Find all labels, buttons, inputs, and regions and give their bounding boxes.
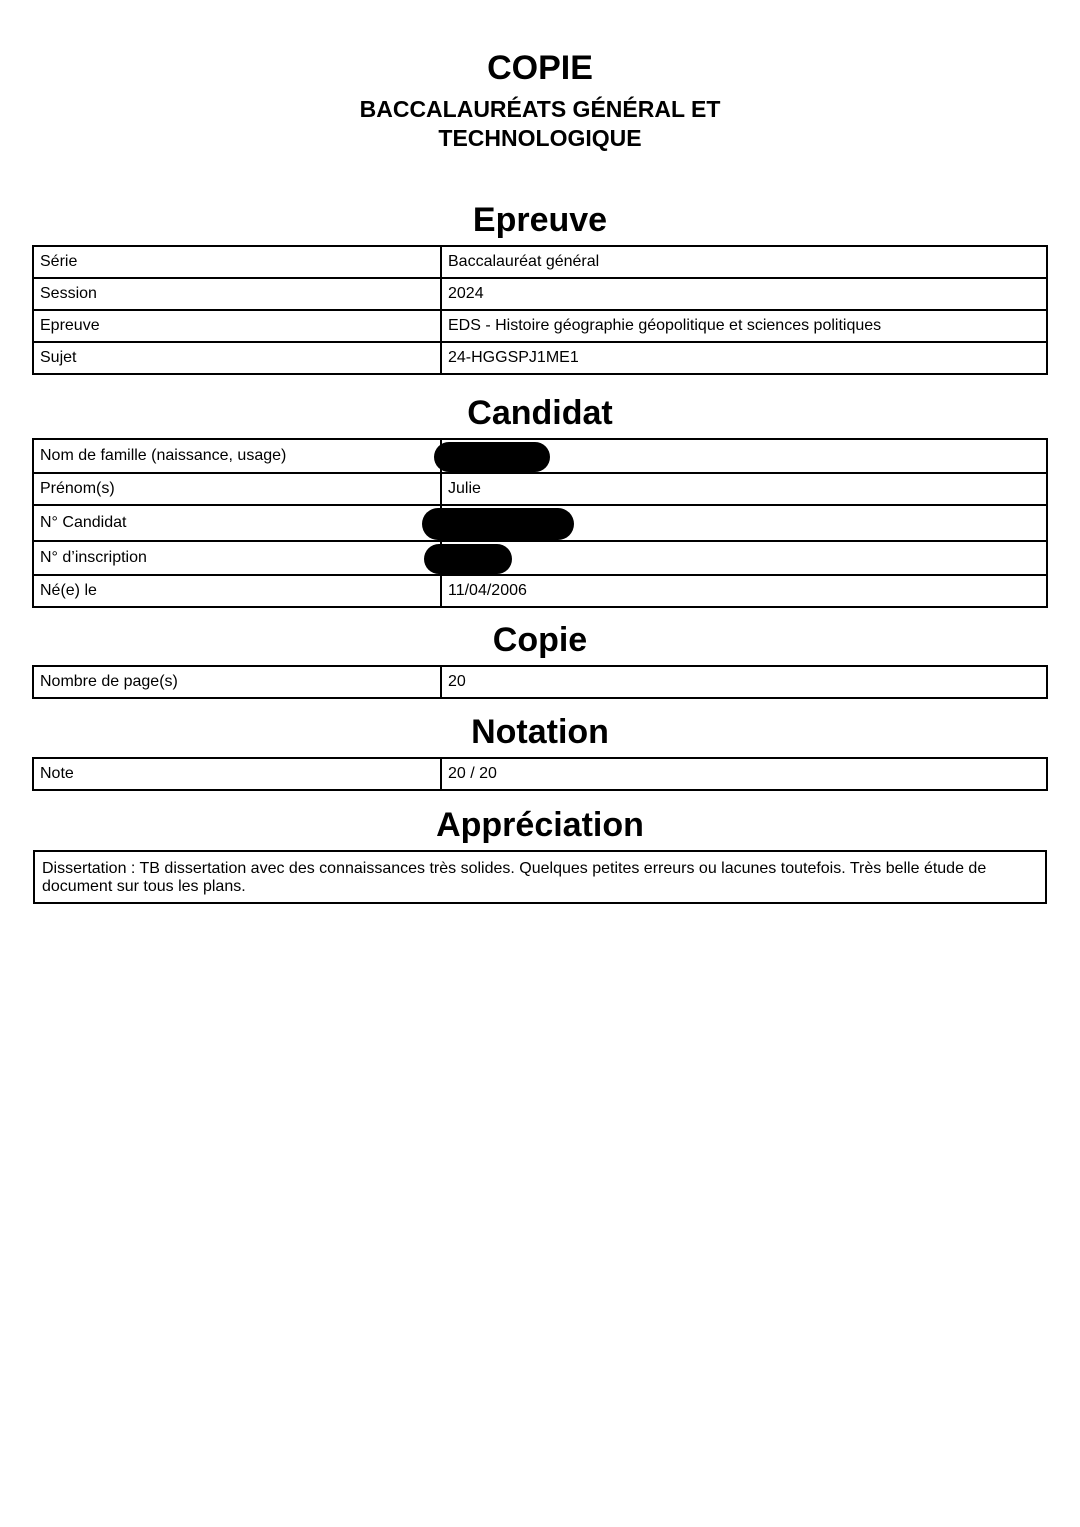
section-title-appreciation: Appréciation	[436, 806, 644, 844]
row-value: 20	[441, 666, 1047, 698]
row-label: Nom de famille (naissance, usage)	[33, 439, 441, 473]
redaction-mark	[422, 508, 574, 540]
row-value	[441, 439, 1047, 473]
row-label: N° Candidat	[33, 505, 441, 541]
row-label: Nombre de page(s)	[33, 666, 441, 698]
row-value: 20 / 20	[441, 758, 1047, 790]
table-row	[33, 505, 1047, 541]
redaction-mark	[424, 544, 512, 574]
table-row	[33, 246, 1047, 278]
row-label: Prénom(s)	[33, 473, 441, 505]
row-label: Epreuve	[33, 310, 441, 342]
row-label: N° d’inscription	[33, 541, 441, 575]
table-row	[33, 342, 1047, 374]
row-value	[441, 541, 1047, 575]
notation-table	[32, 757, 1048, 791]
row-value: EDS - Histoire géographie géopolitique et sciences politiques	[441, 310, 1047, 342]
row-value: 2024	[441, 278, 1047, 310]
page-subtitle-line-1: BACCALAURÉATS GÉNÉRAL ET	[359, 96, 721, 122]
page-subtitle	[0, 95, 1080, 153]
row-value	[441, 505, 1047, 541]
row-value: 11/04/2006	[441, 575, 1047, 607]
row-label: Sujet	[33, 342, 441, 374]
table-row	[33, 541, 1047, 575]
row-value: Julie	[441, 473, 1047, 505]
table-row	[33, 310, 1047, 342]
table-row	[33, 666, 1047, 698]
section-title-candidat: Candidat	[467, 394, 613, 432]
redaction-mark	[434, 442, 550, 472]
row-label: Né(e) le	[33, 575, 441, 607]
epreuve-table	[32, 245, 1048, 375]
row-label: Session	[33, 278, 441, 310]
row-value: Baccalauréat général	[441, 246, 1047, 278]
row-label: Série	[33, 246, 441, 278]
section-title-notation: Notation	[471, 713, 609, 751]
table-row	[33, 278, 1047, 310]
copie-table	[32, 665, 1048, 699]
table-row	[33, 758, 1047, 790]
table-row	[33, 575, 1047, 607]
row-label: Note	[33, 758, 441, 790]
section-title-copie: Copie	[492, 621, 588, 659]
candidat-table	[32, 438, 1048, 608]
appreciation-text: Dissertation : TB dissertation avec des connaissances très solides. Quelques petites erreurs ou lacunes toutefois. Très belle étude de document sur tous les plans.	[42, 860, 987, 895]
row-value: 24-HGGSPJ1ME1	[441, 342, 1047, 374]
page-subtitle-line-2: TECHNOLOGIQUE	[438, 125, 642, 151]
appreciation-box	[33, 850, 1047, 904]
section-title-epreuve: Epreuve	[472, 201, 608, 239]
table-row	[33, 439, 1047, 473]
page-title: COPIE	[487, 49, 593, 87]
table-row	[33, 473, 1047, 505]
